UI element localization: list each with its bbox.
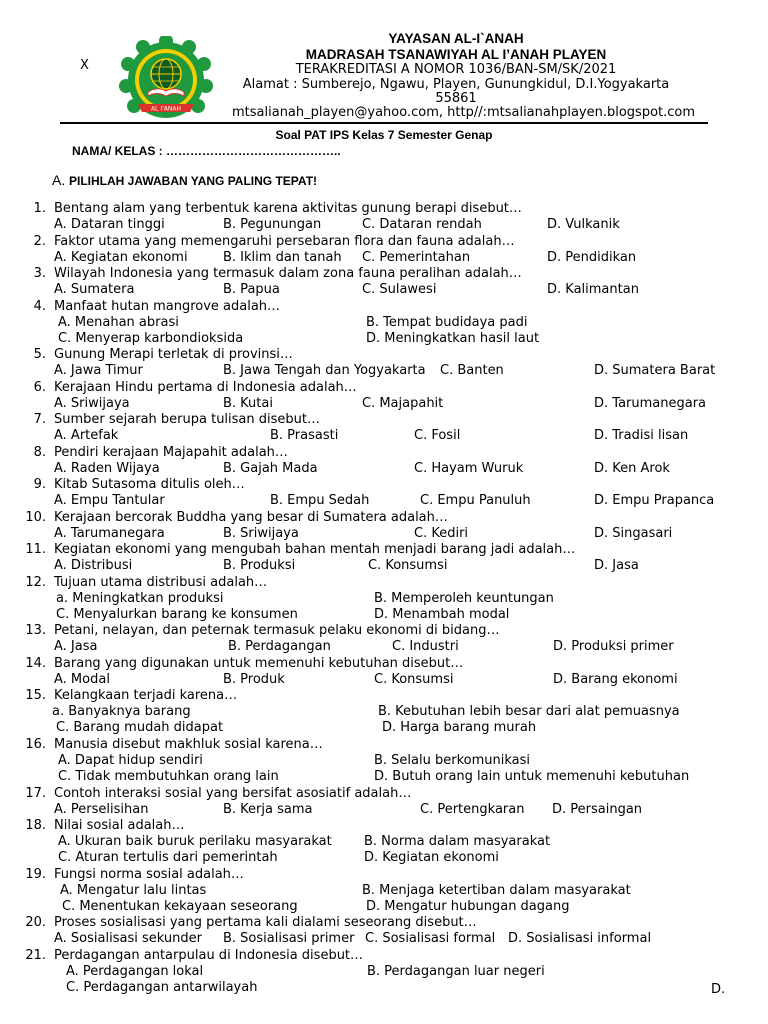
- answer-option[interactable]: B. Kebutuhan lebih besar dari alat pemuasnya: [378, 704, 680, 719]
- question-text: Proses sosialisasi yang pertama kali dialami seseorang disebut…: [54, 915, 477, 930]
- answer-option[interactable]: C. Aturan tertulis dari pemerintah: [58, 850, 278, 865]
- question-number: 18.: [25, 818, 46, 833]
- contact-line: mtsalianah_playen@yahoo.com, http//:mtsalianahplayen.blogspot.com: [232, 105, 696, 120]
- question-number: 10.: [25, 510, 46, 525]
- accreditation-line: TERAKREDITASI A NOMOR 1036/BAN-SM/SK/2021: [295, 62, 617, 77]
- exam-title: Soal PAT IPS Kelas 7 Semester Genap: [275, 128, 493, 142]
- question-text: Kerajaan bercorak Buddha yang besar di Sumatera adalah…: [54, 510, 448, 525]
- answer-option[interactable]: B. Jawa Tengah dan Yogyakarta: [223, 363, 426, 378]
- question-text: Kitab Sutasoma ditulis oleh…: [54, 477, 245, 492]
- answer-option[interactable]: A. Perdagangan lokal: [66, 964, 204, 979]
- question-text: Fungsi norma sosial adalah…: [54, 867, 244, 882]
- answer-option[interactable]: D. Pendidikan: [547, 250, 637, 265]
- question-text: Wilayah Indonesia yang termasuk dalam zona fauna peralihan adalah…: [54, 266, 522, 281]
- address-line: Alamat : Sumberejo, Ngawu, Playen, Gunungkidul, D.I.Yogyakarta: [242, 77, 670, 92]
- question-text: Sumber sejarah berupa tulisan disebut…: [54, 412, 320, 427]
- answer-option[interactable]: B. Perdagangan: [228, 639, 331, 654]
- answer-option[interactable]: D. Kalimantan: [547, 282, 639, 297]
- answer-option[interactable]: A. Modal: [54, 672, 110, 687]
- school-logo: [116, 36, 216, 124]
- answer-option[interactable]: C. Sulawesi: [362, 282, 437, 297]
- answer-option[interactable]: C. Menentukan kekayaan seseorang: [62, 899, 298, 914]
- question-text: Petani, nelayan, dan peternak termasuk pelaku ekonomi di bidang…: [54, 623, 500, 638]
- answer-option[interactable]: A. Artefak: [54, 428, 119, 443]
- answer-option[interactable]: a. Meningkatkan produksi: [56, 591, 224, 606]
- question-number: 20.: [25, 915, 46, 930]
- question-number: 7.: [33, 412, 46, 427]
- answer-option[interactable]: B. Empu Sedah: [270, 493, 370, 508]
- answer-option[interactable]: B. Selalu berkomunikasi: [374, 753, 531, 768]
- answer-option[interactable]: B. Tempat budidaya padi: [366, 315, 528, 330]
- section-title: PILIHLAH JAWABAN YANG PALING TEPAT!: [69, 174, 318, 188]
- answer-option[interactable]: C. Hayam Wuruk: [414, 461, 524, 476]
- answer-option[interactable]: B. Gajah Mada: [223, 461, 318, 476]
- question-number: 17.: [25, 786, 46, 801]
- answer-option[interactable]: C. Sosialisasi formal: [365, 931, 496, 946]
- question-number: 3.: [33, 266, 46, 281]
- corner-mark: X: [80, 58, 89, 73]
- answer-option[interactable]: D. Tarumanegara: [594, 396, 707, 411]
- question-number: 21.: [25, 948, 46, 963]
- question-number: 1.: [33, 201, 46, 216]
- answer-option[interactable]: D. Sosialisasi informal: [508, 931, 652, 946]
- answer-option[interactable]: A. Kegiatan ekonomi: [54, 250, 188, 265]
- school-name: MADRASAH TSANAWIYAH AL I’ANAH PLAYEN: [305, 47, 607, 62]
- answer-option[interactable]: A. Jasa: [54, 639, 98, 654]
- answer-option[interactable]: A. Mengatur lalu lintas: [60, 883, 207, 898]
- answer-option[interactable]: D. Produksi primer: [553, 639, 674, 654]
- answer-option[interactable]: D. Menambah modal: [374, 607, 510, 622]
- answer-option[interactable]: A. Sriwijaya: [54, 396, 130, 411]
- answer-option[interactable]: C. Fosil: [414, 428, 461, 443]
- answer-option[interactable]: C. Konsumsi: [374, 672, 454, 687]
- answer-option[interactable]: A. Ukuran baik buruk perilaku masyarakat: [58, 834, 332, 849]
- answer-option[interactable]: B. Sosialisasi primer: [223, 931, 355, 946]
- answer-option[interactable]: A. Dataran tinggi: [54, 217, 165, 232]
- answer-option[interactable]: B. Papua: [223, 282, 280, 297]
- letterhead-divider: [60, 122, 708, 124]
- question-number: 13.: [25, 623, 46, 638]
- answer-option[interactable]: C. Majapahit: [362, 396, 444, 411]
- question-number: 6.: [33, 380, 46, 395]
- question-text: Contoh interaksi sosial yang bersifat asosiatif adalah…: [54, 786, 412, 801]
- section-letter: A.: [52, 172, 66, 188]
- answer-option[interactable]: a. Banyaknya barang: [52, 704, 191, 719]
- question-number: 11.: [25, 542, 46, 557]
- question-number: 16.: [25, 737, 46, 752]
- answer-option[interactable]: A. Raden Wijaya: [54, 461, 160, 476]
- answer-option[interactable]: A. Perselisihan: [54, 802, 149, 817]
- question-text: Pendiri kerajaan Majapahit adalah…: [54, 445, 288, 460]
- question-number: 19.: [25, 867, 46, 882]
- answer-option[interactable]: D. Butuh orang lain untuk memenuhi kebutuhan: [374, 769, 690, 784]
- question-text: Gunung Merapi terletak di provinsi…: [54, 347, 293, 362]
- answer-option[interactable]: D. Meningkatkan hasil laut: [366, 331, 540, 346]
- question-text: Perdagangan antarpulau di Indonesia disebut…: [54, 948, 364, 963]
- answer-option[interactable]: D. Singasari: [594, 526, 673, 541]
- answer-option[interactable]: D. Vulkanik: [547, 217, 620, 232]
- answer-option[interactable]: B. Menjaga ketertiban dalam masyarakat: [362, 883, 631, 898]
- answer-option[interactable]: B. Kerja sama: [223, 802, 313, 817]
- postcode-line: 55861: [435, 91, 477, 106]
- answer-option[interactable]: D. Mengatur hubungan dagang: [366, 899, 570, 914]
- question-text: Manfaat hutan mangrove adalah…: [54, 299, 281, 314]
- question-text: Bentang alam yang terbentuk karena aktivitas gunung berapi disebut…: [54, 201, 522, 216]
- answer-option[interactable]: B. Prasasti: [270, 428, 339, 443]
- answer-option[interactable]: B. Norma dalam masyarakat: [364, 834, 551, 849]
- question-number: 2.: [33, 234, 46, 249]
- answer-option[interactable]: A. Sumatera: [54, 282, 135, 297]
- question-number: 9.: [33, 477, 46, 492]
- answer-option[interactable]: C. Perdagangan antarwilayah: [66, 980, 258, 995]
- school-logo-icon: [116, 36, 216, 124]
- answer-option[interactable]: B. Produk: [223, 672, 285, 687]
- answer-option[interactable]: A. Jawa Timur: [54, 363, 143, 378]
- answer-option[interactable]: D.: [711, 982, 726, 997]
- answer-option[interactable]: B. Produksi: [223, 558, 296, 573]
- answer-option[interactable]: B. Perdagangan luar negeri: [367, 964, 545, 979]
- question-text: Faktor utama yang memengaruhi persebaran flora dan fauna adalah…: [54, 234, 515, 249]
- question-text: Nilai sosial adalah…: [54, 818, 185, 833]
- answer-option[interactable]: B. Pegunungan: [223, 217, 322, 232]
- answer-option[interactable]: B. Kutai: [223, 396, 273, 411]
- foundation-name: YAYASAN AL-I`ANAH: [388, 31, 524, 46]
- question-number: 15.: [25, 688, 46, 703]
- question-text: Barang yang digunakan untuk memenuhi kebutuhan disebut…: [54, 656, 464, 671]
- answer-option[interactable]: D. Barang ekonomi: [553, 672, 678, 687]
- answer-option[interactable]: D. Empu Prapanca: [594, 493, 715, 508]
- answer-option[interactable]: C. Banten: [440, 363, 504, 378]
- answer-option[interactable]: A. Tarumanegara: [54, 526, 165, 541]
- answer-option[interactable]: D. Harga barang murah: [382, 720, 537, 735]
- question-text: Kegiatan ekonomi yang mengubah bahan mentah menjadi barang jadi adalah…: [54, 542, 576, 557]
- answer-option[interactable]: A. Dapat hidup sendiri: [58, 753, 203, 768]
- answer-option[interactable]: D. Persaingan: [552, 802, 643, 817]
- answer-option[interactable]: D. Jasa: [594, 558, 639, 573]
- answer-option[interactable]: A. Empu Tantular: [54, 493, 165, 508]
- answer-option[interactable]: C. Pertengkaran: [420, 802, 525, 817]
- answer-option[interactable]: D. Kegiatan ekonomi: [364, 850, 499, 865]
- answer-option[interactable]: D. Ken Arok: [594, 461, 670, 476]
- answer-option[interactable]: C. Menyalurkan barang ke konsumen: [56, 607, 298, 622]
- answer-option[interactable]: C. Pemerintahan: [362, 250, 471, 265]
- answer-option[interactable]: B. Iklim dan tanah: [223, 250, 342, 265]
- question-number: 14.: [25, 656, 46, 671]
- question-number: 12.: [25, 575, 46, 590]
- answer-option[interactable]: B. Sriwijaya: [223, 526, 299, 541]
- answer-option[interactable]: D. Tradisi lisan: [594, 428, 689, 443]
- answer-option[interactable]: A. Menahan abrasi: [58, 315, 179, 330]
- answer-option[interactable]: C. Barang mudah didapat: [56, 720, 224, 735]
- answer-option[interactable]: A. Sosialisasi sekunder: [54, 931, 202, 946]
- answer-option[interactable]: C. Tidak membutuhkan orang lain: [58, 769, 279, 784]
- answer-option[interactable]: C. Kediri: [414, 526, 469, 541]
- answer-option[interactable]: C. Empu Panuluh: [420, 493, 531, 508]
- answer-option[interactable]: B. Memperoleh keuntungan: [374, 591, 554, 606]
- question-text: Tujuan utama distribusi adalah…: [54, 575, 268, 590]
- answer-option[interactable]: A. Distribusi: [54, 558, 133, 573]
- question-number: 5.: [33, 347, 46, 362]
- name-class-field: NAMA/ KELAS : ……………………………………..: [72, 144, 341, 158]
- answer-option[interactable]: C. Industri: [392, 639, 459, 654]
- question-number: 4.: [33, 299, 46, 314]
- question-text: Kelangkaan terjadi karena…: [54, 688, 238, 703]
- answer-option[interactable]: C. Menyerap karbondioksida: [58, 331, 244, 346]
- answer-option[interactable]: C. Dataran rendah: [362, 217, 482, 232]
- question-number: 8.: [33, 445, 46, 460]
- question-text: Manusia disebut makhluk sosial karena…: [54, 737, 323, 752]
- answer-option[interactable]: C. Konsumsi: [368, 558, 448, 573]
- answer-option[interactable]: D. Sumatera Barat: [594, 363, 716, 378]
- logo-ribbon-text: AL I'ANAH: [151, 105, 181, 113]
- question-text: Kerajaan Hindu pertama di Indonesia adalah…: [54, 380, 357, 395]
